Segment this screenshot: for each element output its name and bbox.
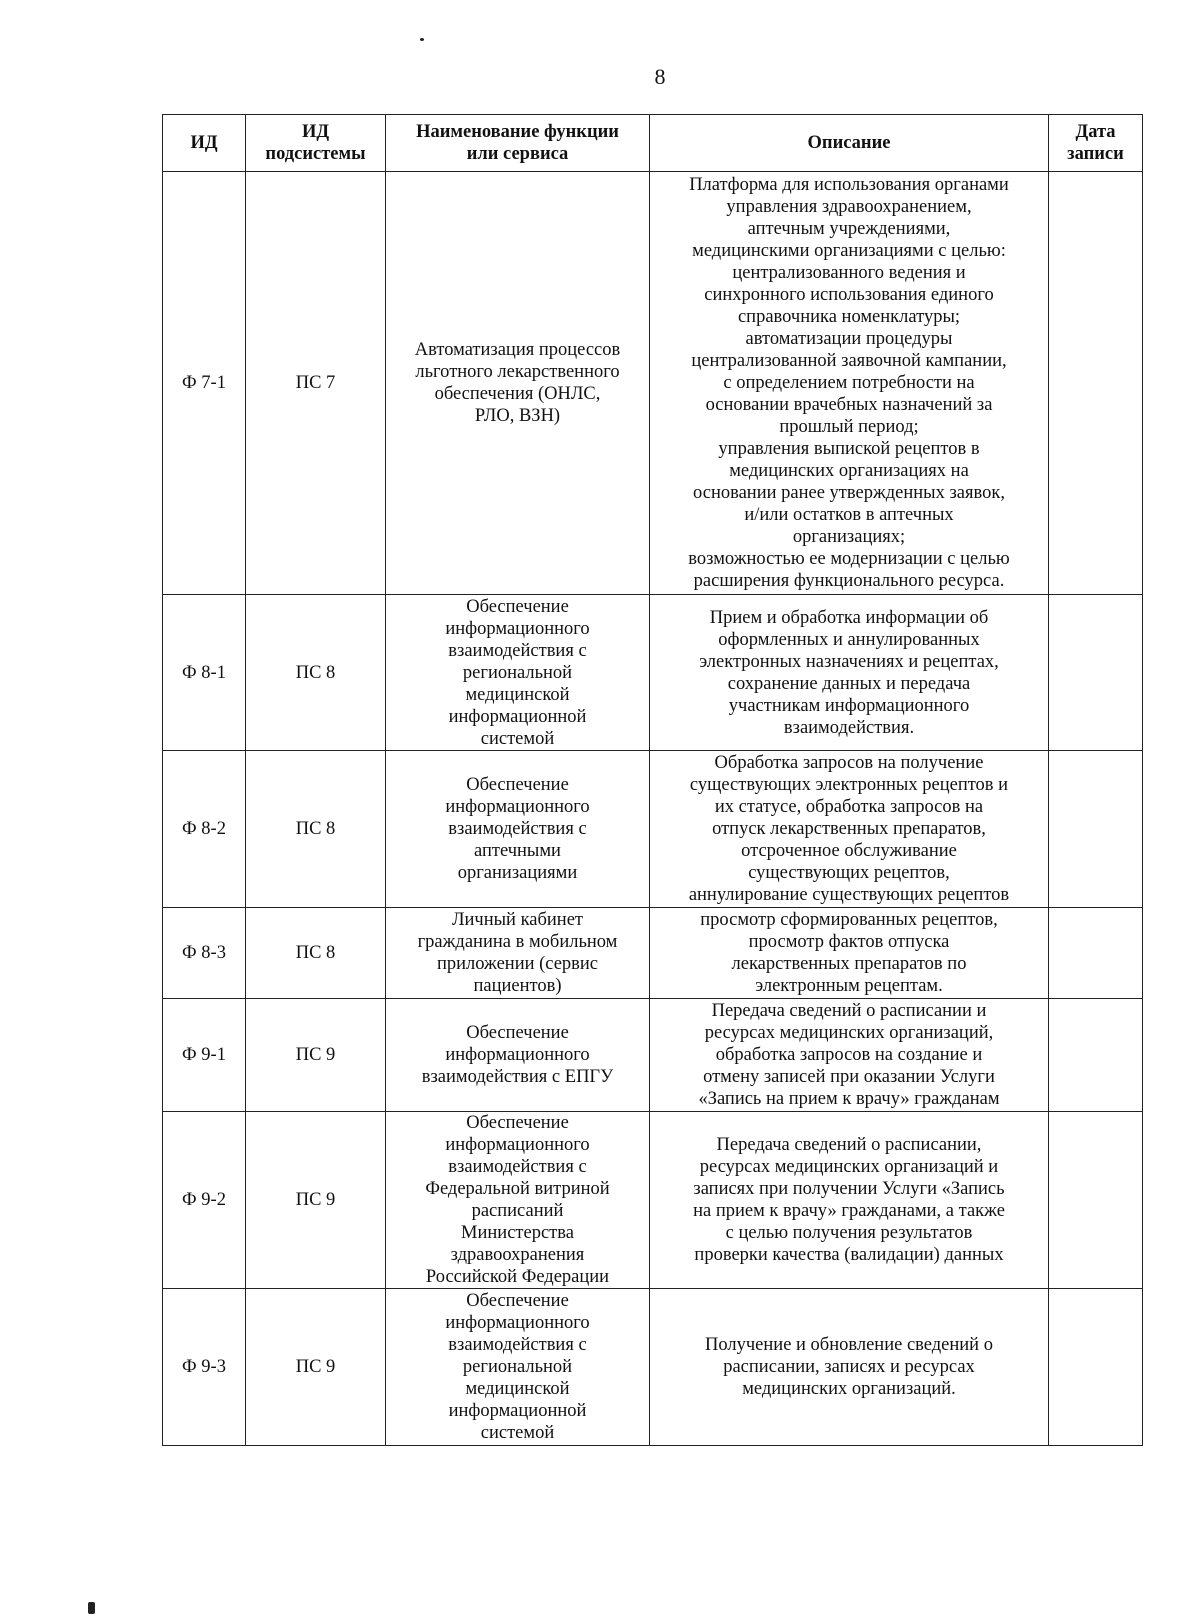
row-description: Прием и обработка информации об оформленных и аннулированных электронных назначениях и рецептах, сохранение данных и передача участникам информационного взаимодействия.	[650, 595, 1049, 751]
row-function-name: Обеспечение информационного взаимодействия с региональной медицинской информационной системой	[386, 595, 650, 751]
scan-speck	[420, 38, 424, 41]
row-subsystem: ПС 8	[246, 595, 386, 751]
table-row	[163, 751, 1143, 908]
header-function-name: Наименование функции или сервиса	[386, 115, 650, 172]
row-record-date	[1049, 751, 1143, 908]
row-subsystem: ПС 7	[246, 172, 386, 595]
row-id: Ф 9-2	[163, 1112, 246, 1289]
table-row	[163, 1112, 1143, 1289]
row-id: Ф 8-3	[163, 908, 246, 999]
row-function-name: Личный кабинет гражданина в мобильном приложении (сервис пациентов)	[386, 908, 650, 999]
table-row	[163, 1289, 1143, 1446]
row-record-date	[1049, 908, 1143, 999]
row-record-date	[1049, 999, 1143, 1112]
row-id: Ф 8-2	[163, 751, 246, 908]
row-record-date	[1049, 595, 1143, 751]
row-record-date	[1049, 172, 1143, 595]
row-subsystem: ПС 8	[246, 908, 386, 999]
row-id: Ф 7-1	[163, 172, 246, 595]
row-function-name: Автоматизация процессов льготного лекарственного обеспечения (ОНЛС, РЛО, ВЗН)	[386, 172, 650, 595]
row-description: Обработка запросов на получение существующих электронных рецептов и их статусе, обработка запросов на отпуск лекарственных препаратов, отсроченное обслуживание существующих рецептов, аннулирование существующих рецептов	[650, 751, 1049, 908]
row-function-name: Обеспечение информационного взаимодействия с региональной медицинской информационной системой	[386, 1289, 650, 1446]
row-subsystem: ПС 9	[246, 1112, 386, 1289]
table-row	[163, 908, 1143, 999]
header-id: ИД	[163, 115, 246, 172]
page-number: 8	[654, 64, 666, 89]
header-record-date: Дата записи	[1049, 115, 1143, 172]
header-subsystem-id: ИД подсистемы	[246, 115, 386, 172]
row-function-name: Обеспечение информационного взаимодействия с ЕПГУ	[386, 999, 650, 1112]
table-row	[163, 172, 1143, 595]
header-description: Описание	[650, 115, 1049, 172]
row-subsystem: ПС 9	[246, 1289, 386, 1446]
row-function-name: Обеспечение информационного взаимодействия с аптечными организациями	[386, 751, 650, 908]
row-description: Получение и обновление сведений о расписании, записях и ресурсах медицинских организаций.	[650, 1289, 1049, 1446]
table-header-row	[163, 115, 1143, 172]
row-description: Передача сведений о расписании, ресурсах медицинских организаций и записях при получении Услуги «Запись на прием к врачу» гражданами, а также с целью получения результатов проверки качества (валидации) данных	[650, 1112, 1049, 1289]
table-row	[163, 595, 1143, 751]
table-row	[163, 999, 1143, 1112]
row-record-date	[1049, 1112, 1143, 1289]
row-id: Ф 8-1	[163, 595, 246, 751]
scan-mark	[88, 1602, 95, 1614]
row-description: просмотр сформированных рецептов, просмотр фактов отпуска лекарственных препаратов по электронным рецептам.	[650, 908, 1049, 999]
row-function-name: Обеспечение информационного взаимодействия с Федеральной витриной расписаний Министерства здравоохранения Российской Федерации	[386, 1112, 650, 1289]
function-registry-table	[162, 114, 1143, 1446]
row-description: Платформа для использования органами управления здравоохранением, аптечным учреждениями, медицинскими организациями с целью: централизованного ведения и синхронного использования единого справочника номенклатуры; автоматизации процедуры централизованной заявочной кампании, с определением потребности на основании врачебных назначений за прошлый период; управления выпиской рецептов в медицинских организациях на основании ранее утвержденных заявок, и/или остатков в аптечных организациях; возможностью ее модернизации с целью расширения функционального ресурса.	[650, 172, 1049, 595]
row-subsystem: ПС 8	[246, 751, 386, 908]
row-id: Ф 9-3	[163, 1289, 246, 1446]
row-id: Ф 9-1	[163, 999, 246, 1112]
row-description: Передача сведений о расписании и ресурсах медицинских организаций, обработка запросов на создание и отмену записей при оказании Услуги «Запись на прием к врачу» гражданам	[650, 999, 1049, 1112]
row-record-date	[1049, 1289, 1143, 1446]
row-subsystem: ПС 9	[246, 999, 386, 1112]
